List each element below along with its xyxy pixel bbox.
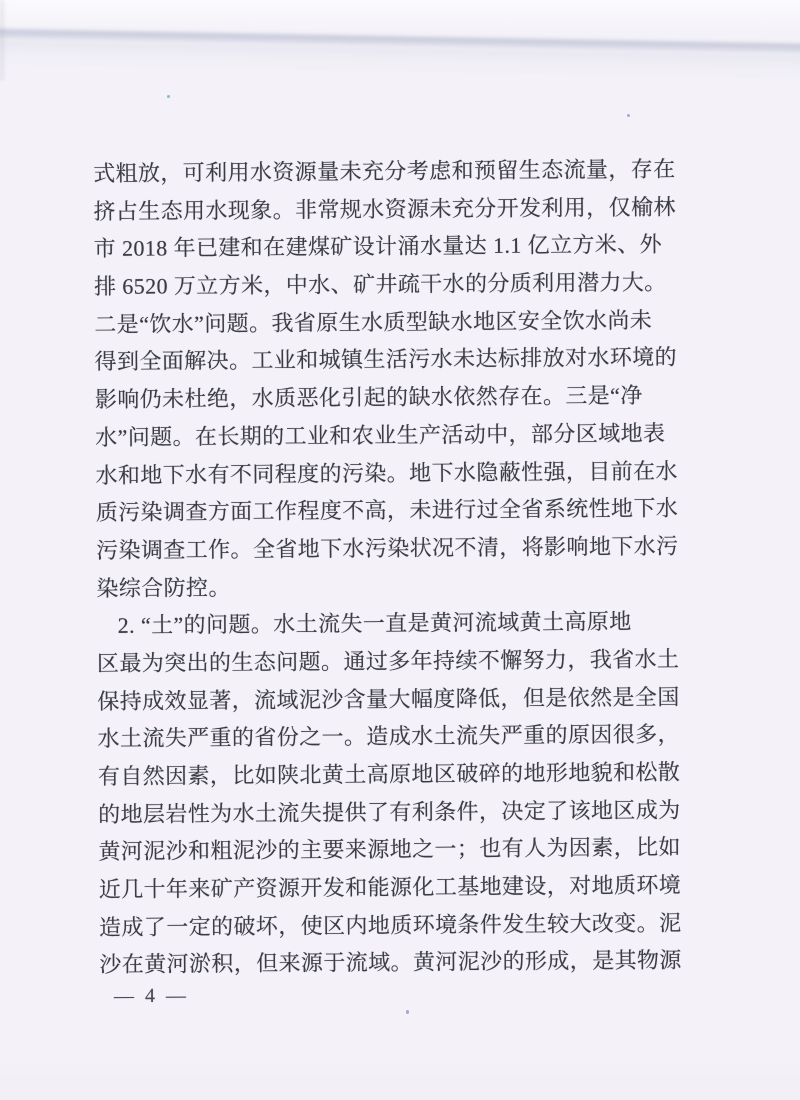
text-line: 黄河泥沙和粗泥沙的主要来源地之一；也有人为因素，比如 [98,834,681,865]
text-line: 的地层岩性为水土流失提供了有利条件，决定了该地区成为 [98,797,681,827]
text-line: 式粗放，可利用水资源量未充分考虑和预留生态流量，存在 [93,156,676,186]
text-line: 沙在黄河淤积，但来源于流域。黄河泥沙的形成，是其物源 [99,947,682,978]
text-line: 染综合防控。 [96,574,231,601]
text-line: 市 2018 年已建和在建煤矿设计涌水量达 1.1 亿立方米、外 [93,231,663,262]
scan-speck [406,1010,409,1014]
page-number: — 4 — [113,984,190,1008]
text-line: 二是“饮水”问题。我省原生水质型缺水地区安全饮水尚未 [94,307,653,337]
text-line: 区最为突出的生态问题。通过多年持续不懈努力，我省水土 [96,646,680,676]
scan-speck [167,95,170,98]
text-line: 影响仍未杜绝，水质恶化引起的缺水依然存在。三是“净 [94,382,643,413]
left-edge-shadow [0,0,7,80]
text-line: 得到全面解决。工业和城镇生活污水未达标排放对水环境的 [94,344,678,375]
scan-speck [627,114,630,117]
text-line: 水”问题。在长期的工业和农业生产活动中，部分区域地表 [95,420,666,450]
text-line: 水和地下水有不同程度的污染。地下水隐蔽性强，目前在水 [95,457,678,488]
text-line: 造成了一定的破坏，使区内地质环境条件发生较大改变。泥 [98,910,682,940]
text-line: 质污染调查方面工作程度不高，未进行过全省系统性地下水 [95,495,679,526]
text-line: 水土流失严重的省份之一。造成水土流失严重的原因很多， [97,721,681,752]
text-line: 2. “土”的问题。水土流失一直是黄河流域黄土高原地 [117,609,632,639]
text-line: 排 6520 万立方米，中水、矿井疏干水的分质利用潜力大。 [93,269,667,300]
text-line: 有自然因素，比如陕北黄土高原地区破碎的地形地貌和松散 [97,759,681,789]
text-line: 保持成效显著，流域泥沙含量大幅度降低，但是依然是全国 [97,684,680,714]
text-line: 污染调查工作。全省地下水污染状况不清，将影响地下水污 [96,533,679,563]
document-body [93,150,699,984]
text-line: 近几十年来矿产资源开发和能源化工基地建设，对地质环境 [98,872,682,903]
text-line: 挤占生态用水现象。非常规水资源未充分开发利用，仅榆林 [93,194,676,224]
